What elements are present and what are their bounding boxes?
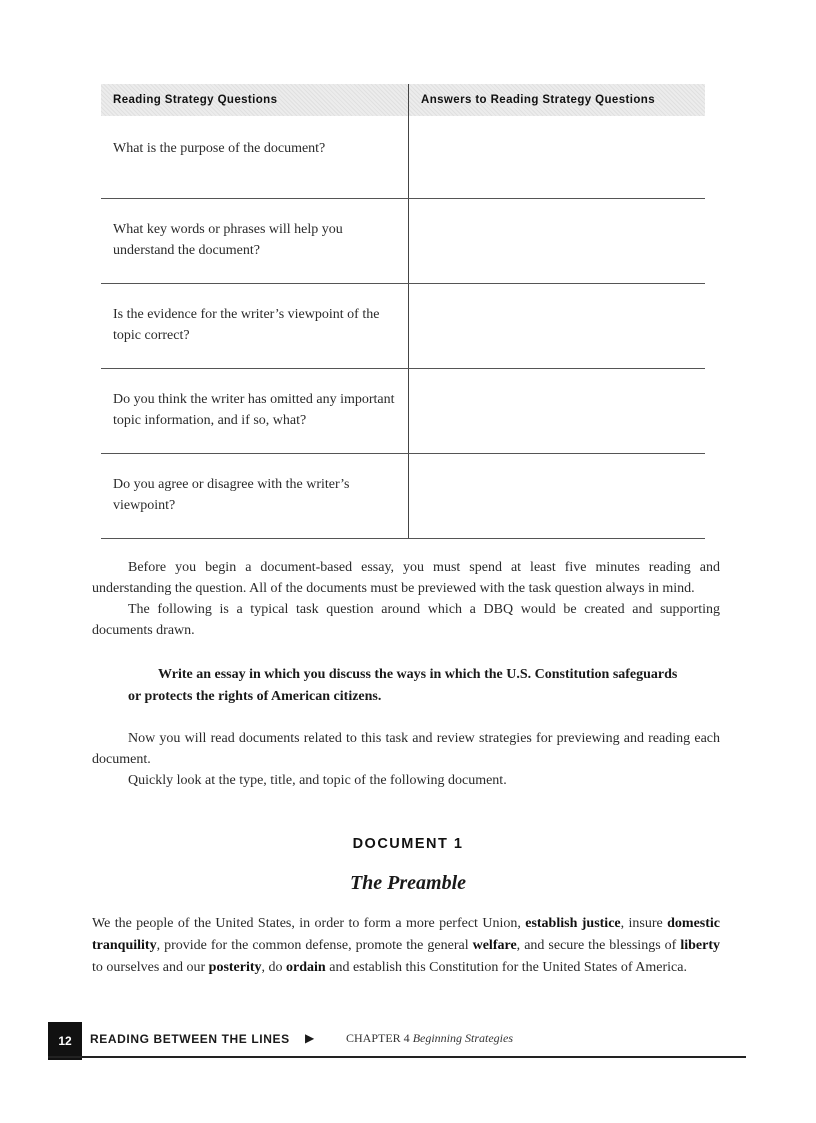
key-term: establish justice	[525, 916, 621, 931]
answer-cell	[409, 116, 705, 198]
paragraph-review: Now you will read documents related to this task and review strategies for previewing and reading each document.	[92, 731, 720, 767]
preamble-segment: and establish this Constitution for the United States of America.	[325, 960, 687, 975]
question-cell: Is the evidence for the writer’s viewpoint of the topic correct?	[101, 284, 409, 368]
document-title: The Preamble	[349, 872, 467, 894]
paragraph-quick-look: Quickly look at the type, title, and topic of the following document.	[128, 773, 507, 788]
preamble-segment: , do	[261, 960, 287, 975]
reading-text	[92, 728, 720, 791]
task-question: Write an essay in which you discuss the ways in which the U.S. Constitution safeguards or protects the rights of American citizens.	[128, 667, 678, 704]
table-row	[101, 116, 705, 199]
preamble-segment: , and secure the blessings of	[516, 938, 681, 953]
question-cell: Do you think the writer has omitted any important topic information, and if so, what?	[101, 369, 409, 453]
chapter-name: Beginning Strategies	[412, 1031, 514, 1045]
question-cell: What key words or phrases will help you understand the document?	[101, 199, 409, 283]
preamble-segment: , provide for the common defense, promote the general	[156, 938, 473, 953]
answer-cell	[409, 284, 705, 368]
key-term: domestic tranquility	[92, 916, 721, 953]
key-term: welfare	[472, 938, 517, 953]
intro-text	[92, 557, 720, 641]
chapter-label	[346, 1031, 513, 1046]
header-questions: Reading Strategy Questions	[101, 84, 409, 116]
footer-rule	[48, 1056, 746, 1058]
page-footer	[48, 1022, 746, 1060]
answer-cell	[409, 199, 705, 283]
chapter-number: CHAPTER 4	[346, 1031, 410, 1045]
preamble-segment: , insure	[620, 916, 668, 931]
document-heading: DOCUMENT 1	[352, 836, 464, 852]
paragraph-task-intro: The following is a typical task question around which a DBQ would be created and supporting documents drawn.	[92, 602, 720, 638]
key-term: ordain	[286, 960, 326, 975]
question-cell: Do you agree or disagree with the writer’s viewpoint?	[101, 454, 409, 538]
reading-strategy-table	[101, 84, 705, 539]
running-title: READING BETWEEN THE LINES	[90, 1032, 290, 1046]
table-row	[101, 454, 705, 539]
preamble-text	[92, 913, 720, 979]
preamble-segment: to ourselves and our	[92, 960, 209, 975]
header-answers: Answers to Reading Strategy Questions	[421, 94, 655, 106]
page-number: 12	[48, 1022, 82, 1060]
answer-cell	[409, 454, 705, 538]
table-row	[101, 199, 705, 284]
triangle-right-icon: ▶	[305, 1031, 315, 1045]
key-term: posterity	[208, 960, 262, 975]
table-header	[101, 84, 705, 116]
preamble-segment: We the people of the United States, in order to form a more perfect Union,	[92, 916, 526, 931]
table-row	[101, 369, 705, 454]
key-term: liberty	[680, 938, 720, 953]
answer-cell	[409, 369, 705, 453]
question-cell: What is the purpose of the document?	[101, 116, 409, 198]
table-row	[101, 284, 705, 369]
paragraph-preview: Before you begin a document-based essay, you must spend at least five minutes reading and understanding the question. All of the documents must be previewed with the task question always in mind.	[92, 560, 720, 596]
